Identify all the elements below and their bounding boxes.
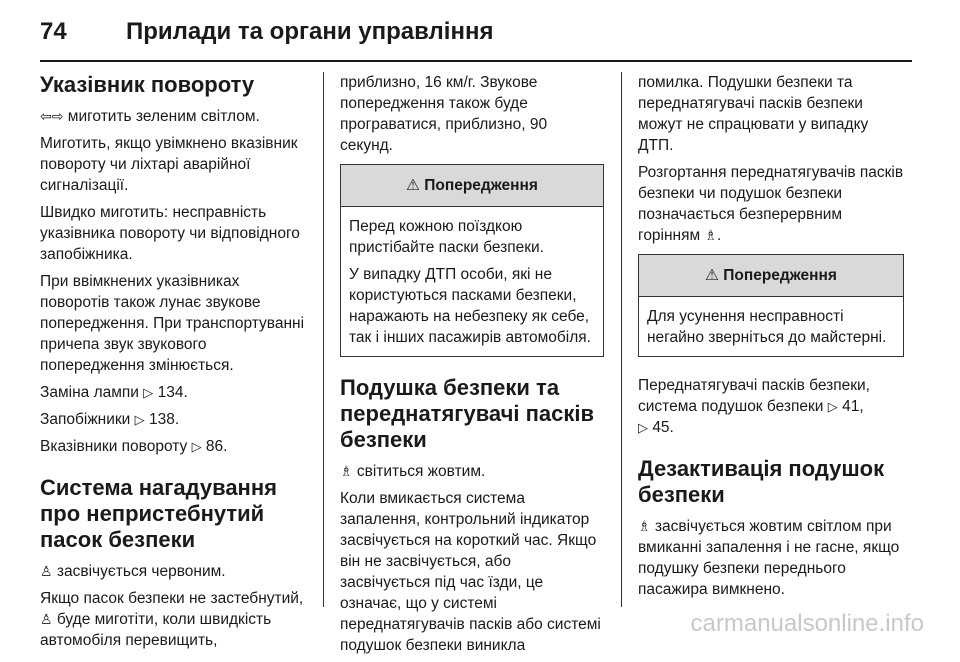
paragraph: приблизно, 16 км/г. Звукове попередження також буде програватися, приблизно, 90 секунд.	[340, 74, 548, 154]
column-2	[340, 72, 604, 662]
column-3	[638, 72, 904, 606]
watermark: carmanualsonline.info	[690, 610, 924, 637]
paragraph: ♙ засвічується червоним.	[40, 563, 226, 580]
page-title: Прилади та органи управління	[126, 18, 494, 45]
turn-signal-icon: ⇦⇨	[40, 108, 64, 124]
paragraph: Коли вмикається система запалення, контрольний індикатор засвічується на короткий час. Якщо він не засвічується, або засвічується під час їзди, це означає, що у системі переднатягувачів пасків або системі подушок безпеки виникла	[340, 490, 601, 654]
paragraph: Миготить, якщо увімкнено вказівник повороту чи ліхтарі аварійної сигналізації.	[40, 135, 298, 194]
arrow-ref-icon: ▷	[134, 412, 145, 427]
seatbelt-icon: ♙	[40, 563, 53, 579]
arrow-ref-icon: ▷	[143, 385, 154, 400]
section-heading: Система нагадування про непристебнутий пасок безпеки	[40, 475, 277, 552]
warning-header: ⚠ Попередження	[341, 165, 603, 207]
paragraph: ♗ світиться жовтим.	[340, 463, 486, 480]
paragraph: Якщо пасок безпеки не застебнутий, ♙ буде миготіти, коли швидкість автомобіля перевищить,	[40, 590, 304, 649]
warning-text: У випадку ДТП особи, які не користуються пасками безпеки, наражають на небезпеку як себе, так і інших пасажирів автомобіля.	[349, 266, 591, 346]
page-number: 74	[40, 18, 67, 45]
paragraph: Розгортання переднатягувачів пасків безпеки чи подушок безпеки позначається безперервним горінням ♗.	[638, 164, 904, 244]
cross-reference: Заміна лампи ▷ 134.	[40, 384, 188, 401]
column-divider	[323, 72, 324, 607]
section-heading: Подушка безпеки та переднатягувачі пасків безпеки	[340, 375, 595, 452]
arrow-ref-icon: ▷	[638, 420, 648, 435]
column-1	[40, 72, 312, 657]
warning-triangle-icon: ⚠	[406, 177, 420, 194]
seatbelt-icon: ♙	[40, 611, 53, 627]
cross-reference: Вказівники повороту ▷ 86.	[40, 438, 228, 455]
arrow-ref-icon: ▷	[827, 399, 838, 414]
cross-reference: Запобіжники ▷ 138.	[40, 411, 180, 428]
paragraph: помилка. Подушки безпеки та переднатягувачі пасків безпеки можут не спрацювати у випадку ДТП.	[638, 74, 869, 154]
arrow-ref-icon: ▷	[191, 439, 202, 454]
paragraph: ♗ засвічується жовтим світлом при вмиканні запалення і не гасне, якщо подушку безпеки переднього пасажира вимкнено.	[638, 518, 900, 598]
section-heading: Дезактивація подушок безпеки	[638, 456, 885, 507]
paragraph: Швидко миготить: несправність указівника повороту чи відповідного запобіжника.	[40, 204, 300, 263]
warning-box	[340, 164, 604, 357]
airbag-icon: ♗	[340, 463, 353, 479]
header-rule	[40, 60, 912, 62]
warning-text: Для усунення несправності негайно зверніться до майстерні.	[647, 308, 887, 346]
airbag-icon: ♗	[704, 227, 718, 243]
paragraph: ⇦⇨ миготить зеленим світлом.	[40, 108, 260, 125]
paragraph: При ввімкнених указівниках поворотів також лунає звукове попередження. При транспортуванні причепа звук звукового попередження змінюється.	[40, 273, 305, 374]
airbag-off-icon: ♗	[638, 518, 651, 534]
warning-triangle-icon: ⚠	[705, 267, 719, 284]
column-divider	[621, 72, 622, 607]
warning-header: ⚠ Попередження	[639, 255, 903, 297]
section-heading: Указівник повороту	[40, 72, 255, 97]
warning-box	[638, 254, 904, 357]
page-header	[40, 18, 493, 46]
paragraph: Переднатягувачі пасків безпеки, система подушок безпеки ▷ 41, ▷ 45.	[638, 377, 870, 436]
warning-text: Перед кожною поїздкою пристібайте паски безпеки.	[349, 218, 544, 256]
